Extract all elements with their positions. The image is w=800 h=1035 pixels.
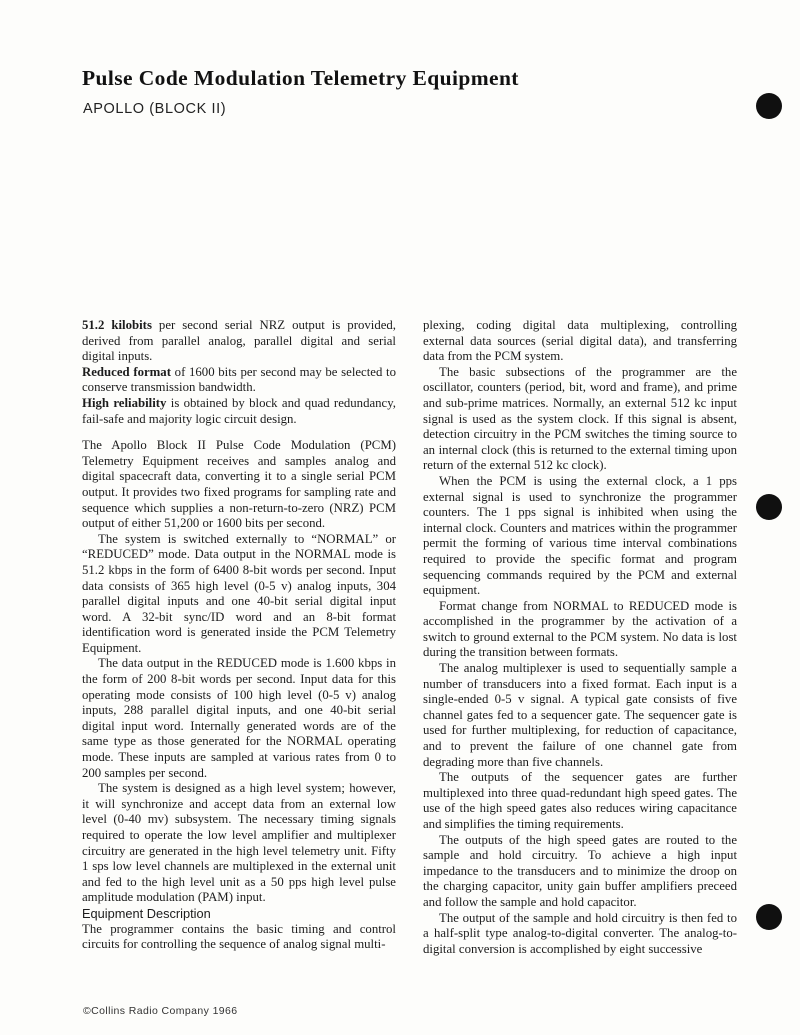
paragraph: Format change from NORMAL to REDUCED mode is accomplished in the programmer by the activation of a switch to ground external to the PCM system. No data is lost during the transition between formats. xyxy=(423,598,737,660)
paragraph-text: is obtained by block and quad redundancy, fail-safe and majority logic circuit design. xyxy=(82,395,396,426)
paragraph: The data output in the REDUCED mode is 1.600 kbps in the form of 200 8-bit words per second. Input data for this operating mode consists of 100 high level (0-5 v) analog inputs, 288 parallel digital inputs, and one 40-bit serial digital input word. Internally generated words are of the same type as those generated for the NORMAL operating mode. These inputs are sampled at various rates from 0 to 200 samples per second. xyxy=(82,656,396,780)
paragraph-lead-1 xyxy=(82,318,396,365)
page-subtitle: APOLLO (BLOCK II) xyxy=(83,101,227,117)
paragraph: The system is designed as a high level system; however, it will synchronize and accept data from an external low level (0-40 mv) subsystem. The necessary timing signals required to operate the low level amplifier and multiplexer circuitry are generated in the high level telemetry unit. Fifty 1 sps low level channels are multiplexed in the external unit and fed to the high level unit as a 50 pps high level pulse amplitude modulation (PAM) input. xyxy=(82,781,396,905)
paragraph-lead-3 xyxy=(82,396,396,427)
punch-hole-icon xyxy=(756,93,782,119)
left-column xyxy=(82,318,396,957)
body-columns xyxy=(82,318,738,957)
section-heading: Equipment Description xyxy=(82,905,211,921)
paragraph: The Apollo Block II Pulse Code Modulation (PCM) Telemetry Equipment receives and samples analog and digital spacecraft data, converting it to a single serial PCM output. It provides two fixed programs for sampling rate and sequence which supplies a non-return-to-zero (NRZ) PCM output of either 51,200 or 1600 bits per second. xyxy=(82,438,396,531)
paragraph: The programmer contains the basic timing and control circuits for controlling the sequence of analog signal multi- xyxy=(82,921,396,952)
paragraph: The analog multiplexer is used to sequentially sample a number of transducers into a fixed format. Each input is a single-ended 0-5 v signal. A typical gate consists of five channel gates fed to a sequencer gate. The sequencer gate is used for further multiplexing, for reduction of capacitance, and to prevent the failure of one channel gate from degrading more than five channels. xyxy=(423,661,737,769)
paragraph: The system is switched externally to “NORMAL” or “REDUCED” mode. Data output in the NORMAL mode is 51.2 kbps in the form of 6400 8-bit words per second. Input data consists of 365 high level (0-5 v) analog inputs, 304 parallel digital inputs and one 40-bit serial digital input word. A 32-bit sync/ID word and an 8-bit format identification word is generated inside the PCM Telemetry Equipment. xyxy=(82,531,396,655)
lead-phrase: 51.2 kilobits xyxy=(82,318,152,332)
paragraph: plexing, coding digital data multiplexing, controlling external data sources (serial digital data), and transferring data from the PCM system. xyxy=(423,318,737,364)
paragraph: The basic subsections of the programmer are the oscillator, counters (period, bit, word and frame), and prime and sub-prime matrices. Normally, an external 512 kc input signal is used as the system clock. If this signal is absent, detection circuitry in the PCM switches the timing source to an internal clock (this is returned to the external timing upon return of the external 512 kc clock). xyxy=(423,364,737,473)
lead-phrase: Reduced format xyxy=(82,364,171,379)
paragraph-text: per second serial NRZ output is provided, derived from parallel analog, parallel digital and serial digital inputs. xyxy=(82,318,396,364)
paragraph-text: of 1600 bits per second may be selected to conserve transmission bandwidth. xyxy=(82,364,396,395)
right-column xyxy=(423,318,737,957)
paragraph: When the PCM is using the external clock, a 1 pps external signal is used to synchronize the programmer counters. The 1 pps signal is inhibited when using the internal clock. Counters and matrices within the programmer permit the forming of various time interval combinations required to provide the specific format and program sequencing commands required by the PCM and external equipment. xyxy=(423,473,737,598)
paragraph: The outputs of the high speed gates are routed to the sample and hold circuitry. To achieve a high input impedance to the transducers and to minimize the droop on the charging capacitor, unity gain buffer amplifiers preceed and follow the sample and hold capacitor. xyxy=(423,832,737,909)
paragraph: The outputs of the sequencer gates are further multiplexed into three quad-redundant high speed gates. The use of the high speed gates also reduces wiring capacitance and simplifies the timing requirements. xyxy=(423,770,737,831)
paragraph-lead-2 xyxy=(82,365,396,396)
lead-phrase: High reliability xyxy=(82,395,167,410)
punch-hole-icon xyxy=(756,904,782,930)
page-title: Pulse Code Modulation Telemetry Equipment xyxy=(82,66,519,90)
copyright-footer: ©Collins Radio Company 1966 xyxy=(83,1005,238,1017)
punch-hole-icon xyxy=(756,494,782,520)
paragraph: The output of the sample and hold circuitry is then fed to a half-split type analog-to-digital converter. The analog-to-digital conversion is accomplished by eight successive xyxy=(423,910,737,956)
